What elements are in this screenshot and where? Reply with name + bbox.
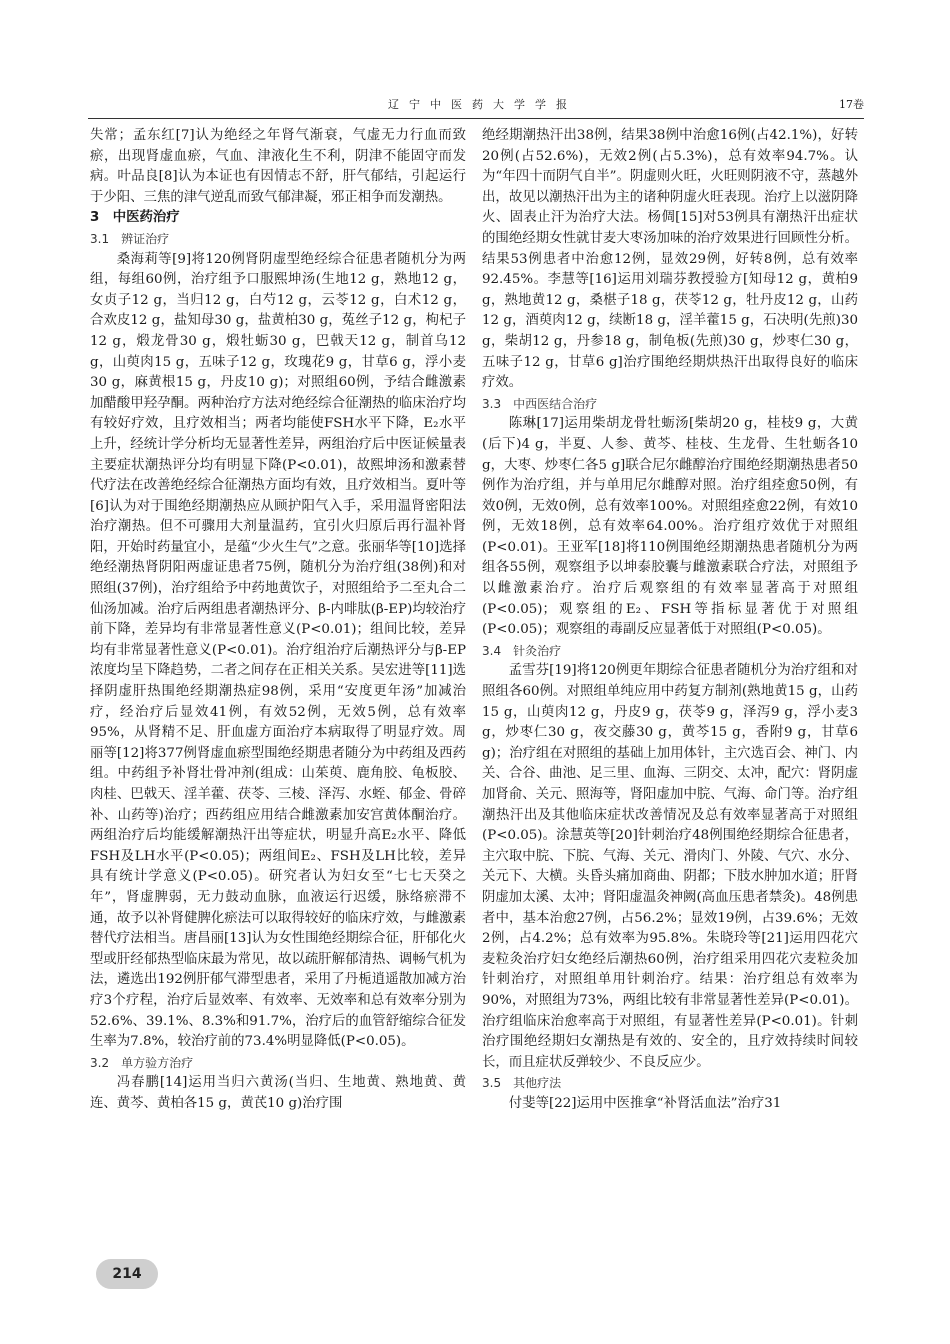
page-number: 214: [96, 1259, 158, 1289]
paragraph-3-3: 陈琳[17]运用柴胡龙骨牡蛎汤[柴胡20 g，桂枝9 g，大黄(后下)4 g，半夏、人参、黄芩、桂枝、生龙骨、生牡蛎各10 g，大枣、炒枣仁各5 g]联合尼尔雌醇治疗围绝经期潮热患者50例作为治疗组，并与单用尼尔雌醇对照。治疗组痊愈50例，有效0例，无效0例，总有效率100%。对照组痊愈22例，有效10例，无效18例，总有效率64.00%。治疗组疗效优于对照组(P<0.01)。王亚军[18]将110例围绝经期潮热患者随机分为两组各55例，观察组予以坤泰胶囊与雌激素联合疗法，对照组予以雌激素治疗。治疗后观察组的有效率显著高于对照组(P<0.05)；观察组的E₂、FSH等指标显著优于对照组(P<0.05)；观察组的毒副反应显著低于对照组(P<0.05)。: [482, 416, 858, 638]
paragraph-3-5: 付斐等[22]运用中医推拿“补肾活血法”治疗31: [508, 1095, 782, 1111]
subsection-heading-3-4: 3.4 针灸治疗: [482, 643, 562, 658]
paragraph-3-2: 冯春鹏[14]运用当归六黄汤(当归、生地黄、熟地黄、黄连、黄芩、黄柏各15 g，黄芪10 g)治疗围: [90, 1075, 466, 1111]
subsection-heading-3-1: 3.1 辨证治疗: [90, 231, 170, 246]
left-column: [90, 126, 466, 1115]
right-column: [482, 126, 858, 1115]
paragraph-continued: 绝经期潮热汗出38例，结果38例中治愈16例(占42.1%)，好转20例(占52.6%)，无效2例(占5.3%)，总有效率94.7%。认为“年四十而阴气自半”。阴虚则火旺，火旺则阴液不守，蒸越外出，故见以潮热汗出为主的诸种阴虚火旺表现。治疗上以滋阴降火、固表止汗为治疗大法。杨倜[15]对53例具有潮热汗出症状的围绝经期女性就甘麦大枣汤加味的治疗效果进行回顾性分析。结果53例患者中治愈12例，显效29例，好转8例，总有效率92.45%。李慧等[16]运用刘瑞芬教授验方[知母12 g，黄柏9 g，熟地黄12 g，桑椹子18 g，茯苓12 g，牡丹皮12 g，山药12 g，酒萸肉12 g，续断18 g，淫羊藿15 g，石决明(先煎)30 g，柴胡12 g，丹参18 g，制龟板(先煎)30 g，炒枣仁30 g，五味子12 g，甘草6 g]治疗围绝经期烘热汗出取得良好的临床疗效。: [482, 128, 858, 391]
section-heading-3: 3 中医药治疗: [90, 210, 180, 226]
running-head: [88, 62, 864, 119]
subsection-heading-3-2: 3.2 单方验方治疗: [90, 1055, 194, 1070]
volume-label: 17卷: [839, 98, 864, 111]
journal-name: 辽宁中医药大学学报: [388, 98, 577, 111]
paragraph-3-4: 孟雪芬[19]将120例更年期综合征患者随机分为治疗组和对照组各60例。对照组单纯应用中药复方制剂(熟地黄15 g，山药15 g，山萸肉12 g，丹皮9 g，茯苓9 g，泽泻9 g，浮小麦3 g，炒枣仁30 g，夜交藤30 g，黄芩15 g，香附9 g，甘草6 g)；治疗组在对照组的基础上加用体针，主穴选百会、神门、内关、合谷、曲池、足三里、血海、三阴交、太冲，配穴：肾阴虚加肾俞、关元、照海等，肾阳虚加中脘、气海、命门等。治疗组潮热汗出及其他临床症状改善情况及总有效率显著高于对照组(P<0.05)。涂慧英等[20]针刺治疗48例围绝经期综合征患者，主穴取中脘、下脘、气海、关元、滑肉门、外陵、气穴、水分、关元下、大横。头昏头痛加商曲、阴都；下肢水肿加水道；肝肾阴虚加太溪、太冲；肾阳虚温灸神阙(高血压患者禁灸)。48例患者中，基本治愈27例，占56.2%；显效19例，占39.6%；无效2例，占4.2%；总有效率为95.8%。朱晓玲等[21]运用四花穴麦粒灸治疗妇女绝经后潮热60例，治疗组采用四花穴麦粒灸加针刺治疗，对照组单用针刺治疗。结果：治疗组总有效率为90%，对照组为73%，两组比较有非常显著性差异(P<0.01)。治疗组临床治愈率高于对照组，有显著性差异(P<0.01)。针刺治疗围绝经期妇女潮热是有效的、安全的，且疗效持续时间较长，而且症状反弹较少、不良反应少。: [482, 663, 858, 1070]
subsection-heading-3-3: 3.3 中西医结合治疗: [482, 396, 598, 411]
paragraph-3-1: 桑海莉等[9]将120例肾阴虚型绝经综合征患者随机分为两组，每组60例，治疗组予口服熙坤汤(生地12 g，熟地12 g，女贞子12 g，当归12 g，白芍12 g，云苓12 g，白术12 g，合欢皮12 g，盐知母30 g，盐黄柏30 g，菟丝子12 g，枸杞子12 g，煅龙骨30 g，煅牡蛎30 g，巴戟天12 g，制首乌12 g，山萸肉15 g，五味子12 g，玫瑰花9 g，甘草6 g，浮小麦30 g，麻黄根15 g，丹皮10 g)；对照组60例，予结合雌激素加醋酸甲羟孕酮。两种治疗方法对绝经综合征潮热的临床治疗均有较好疗效，且疗效相当；两者均能使FSH水平下降，E₂水平上升，经统计学分析均无显著性差异，两组治疗后中医证候量表主要症状潮热评分均有明显下降(P<0.01)，故熙坤汤和激素替代疗法在改善绝经综合征潮热方面均有效，且疗效相当。夏叶等[6]认为对于围绝经期潮热应从顾护阳气入手，采用温肾密阳法治疗潮热。但不可骤用大剂量温药，宜引火归原后再行温补肾阳，开始时药量宜小，是蕴“少火生气”之意。张丽华等[10]选择绝经潮热肾阴阳两虚证患者75例，随机分为治疗组(38例)和对照组(37例)，治疗组给予中药地黄饮子，对照组给予二至丸合二仙汤加减。治疗后两组患者潮热评分、β-内啡肽(β-EP)均较治疗前下降，差异均有非常显著性意义(P<0.01)；组间比较，差异均有非常显著性意义(P<0.01)。治疗组治疗后潮热评分与β-EP浓度均呈下降趋势，二者之间存在正相关关系。吴宏进等[11]选择阴虚肝热围绝经期潮热症98例，采用“安度更年汤”加减治疗，经治疗后显效41例，有效52例，无效5例，总有效率95%，从肾精不足、肝血虚方面治疗本病取得了明显疗效。周丽等[12]将377例肾虚血瘀型围绝经期患者随分为中药组及西药组。中药组予补肾壮骨冲剂(组成：山茱萸、鹿角胶、龟板胶、肉桂、巴戟天、淫羊藿、茯苓、三棱、泽泻、水蛭、郁金、骨碎补、山药等)治疗；西药组应用结合雌激素加安宫黄体酮治疗。两组治疗后均能缓解潮热汗出等症状，明显升高E₂水平、降低FSH及LH水平(P<0.05)；两组间E₂、FSH及LH比较，差异具有统计学意义(P<0.05)。研究者认为妇女至“七七天癸之年”，肾虚脾弱，无力鼓动血脉，血液运行迟缓，脉络瘀滞不通，故予以补肾健脾化瘀法可以取得较好的临床疗效，与雌激素替代疗法相当。唐昌丽[13]认为女性围绝经期综合征，肝郁化火型或肝经郁热型临床最为常见，故以疏肝解郁清热、调畅气机为法，遴选出192例肝郁气滞型患者，采用了丹栀逍遥散加减方治疗3个疗程，治疗后显效率、有效率、无效率和总有效率分别为52.6%、39.1%、8.3%和91.7%，治疗后的血管舒缩综合征发生率为7.8%，较治疗前的73.4%明显降低(P<0.05)。: [90, 251, 466, 1050]
subsection-heading-3-5: 3.5 其他疗法: [482, 1076, 562, 1091]
paragraph-intro: 失常；孟东红[7]认为绝经之年肾气渐衰，气虚无力行血而致瘀，出现肾虚血瘀，气血、津液化生不利，阴津不能固守而发病。叶品良[8]认为本证也有因情志不舒，肝气郁结，引起运行于少阳、三焦的津气逆乱而致气郁津凝，邪正相争而发潮热。: [90, 128, 466, 205]
